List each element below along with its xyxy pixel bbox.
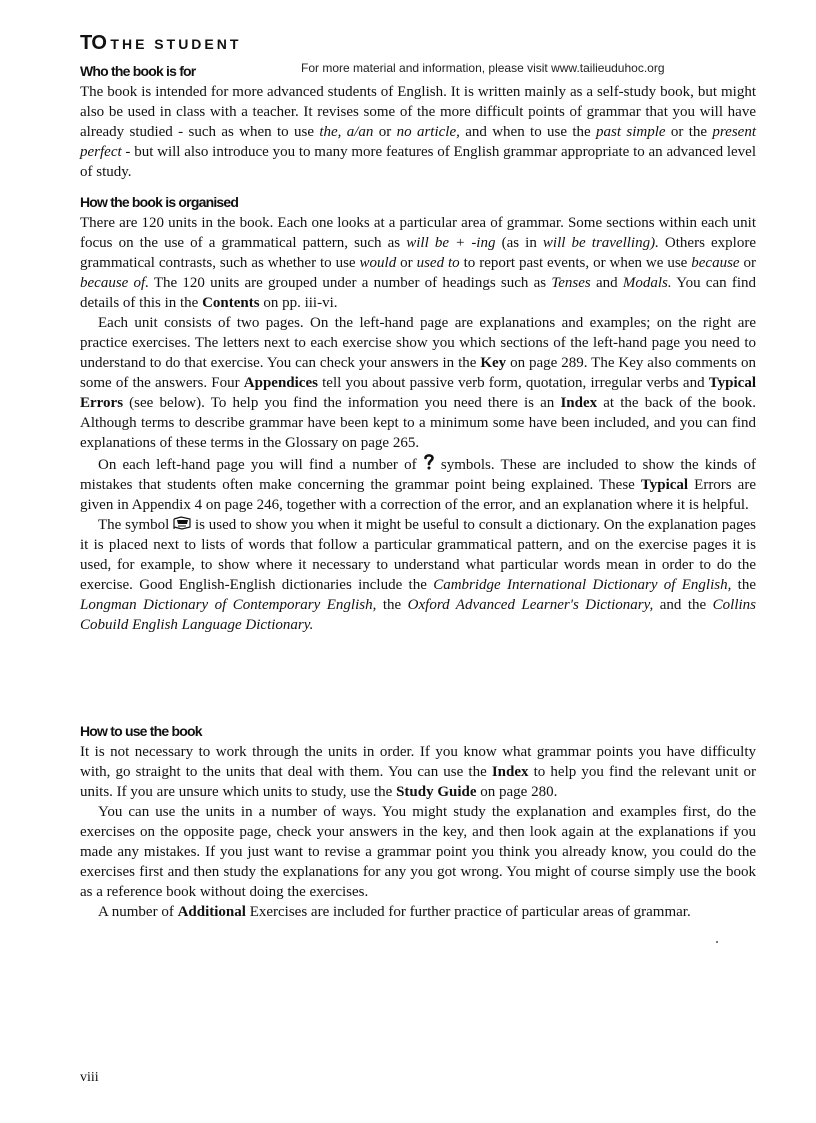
paragraph: Each unit consists of two pages. On the left-hand page are explanations and examples; on the right are practice exercises. The letters next to each exercise show you which sections of the left-hand page you need to understand to do that exercise. You can check your answers in the Key on page 289. The Key also comments on some of the answers. Four Appendices tell you about passive verb form, quotation, irregular verbs and Typical Errors (see below). To help you find the information you need there is an Index at the back of the book. Although terms to describe grammar have been kept to a minimum some have been included, and you can find explanations of these terms in the Glossary on page 265. [80, 315, 756, 451]
paragraph: The book is intended for more advanced students of English. It is written mainly as a self-study book, but might also be used in class with a teacher. It revises some of the more difficult points of grammar that you will have already studied - such as when to use the, a/an or no article, and when to use the past simple or the present perfect - but will also introduce you to many more features of English grammar appropriate to an advanced level of study. [80, 84, 757, 180]
section-organised [80, 213, 756, 635]
paragraph: It is not necessary to work through the units in order. If you know what grammar points you have difficulty with, go straight to the units that deal with them. You can use the Index to help you find the relevant unit or units. If you are unsure which units to study, use the Study Guide on page 280. [80, 744, 756, 800]
source-notice: For more material and information, please visit www.tailieuduhoc.org [301, 61, 665, 75]
typical-error-icon [423, 453, 435, 471]
paragraph: You can use the units in a number of ways. You might study the explanation and examples first, do the exercises on the opposite page, check your answers in the key, and then look again at the explanations if you made any mistakes. If you just want to revise a grammar point you think you already know, you could do the exercises first and then study the explanations for any you got wrong. You might of course simply use the book as a reference book without doing the exercises. [80, 804, 756, 900]
page-number: viii [80, 1070, 99, 1085]
heading-who-the-book-is-for: Who the book is for [80, 63, 196, 79]
page-title-to: TO [80, 32, 107, 54]
section-use [80, 742, 756, 922]
heading-how-the-book-is-organised: How the book is organised [80, 194, 239, 210]
dictionary-icon [173, 516, 191, 530]
page-title [80, 20, 241, 57]
page-title-rest: THE STUDENT [110, 36, 242, 52]
section-who [80, 82, 756, 182]
stray-mark [716, 941, 718, 943]
paragraph: There are 120 units in the book. Each one looks at a particular area of grammar. Some sections within each unit focus on the use of a grammatical pattern, such as will be + -ing (as in will be travelling). Others explore grammatical contrasts, such as whether to use would or used to to report past events, or when we use because or because of. The 120 units are grouped under a number of headings such as Tenses and Modals. You can find details of this in the Contents on pp. iii-vi. [80, 215, 757, 311]
heading-how-to-use-the-book: How to use the book [80, 723, 202, 739]
paragraph: A number of Additional Exercises are included for further practice of particular areas of grammar. [98, 904, 691, 920]
paragraph: The symbol is used to show you when it might be useful to consult a dictionary. On the explanation pages it is placed next to lists of words that follow a particular grammatical pattern, and on the exercise pages it is used, for example, to show where it necessary to understand what particular words mean in order to do the exercise. Good English-English dictionaries include the Cambridge International Dictionary of English, the Longman Dictionary of Contemporary English, the Oxford Advanced Learner's Dictionary, and the Collins Cobuild English Language Dictionary. [80, 517, 757, 633]
paragraph: On each left-hand page you will find a number of symbols. These are included to show the kinds of mistakes that students often make concerning the grammar point being explained. These Typical Errors are given in Appendix 4 on page 246, together with a correction of the error, and an explanation where it is helpful. [80, 453, 756, 515]
